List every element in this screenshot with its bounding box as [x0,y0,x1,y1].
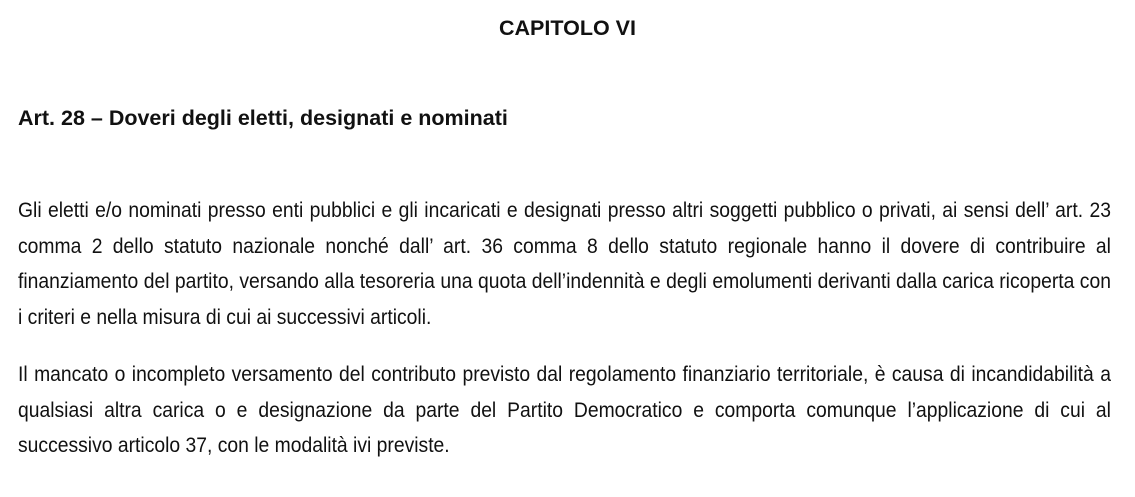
article-title: Art. 28 – Doveri degli eletti, designati e nominati [18,106,508,130]
paragraph-2: Il mancato o incompleto versamento del contributo previsto dal regolamento finanziario territoriale, è causa di incandidabilità a qualsiasi altra carica o e designazione da parte del Partito Democratico e comporta comunque l’applicazione di cui al successivo articolo 37, con le modalità ivi previste. [18,363,1111,457]
chapter-title: CAPITOLO VI [499,16,636,40]
paragraph-1: Gli eletti e/o nominati presso enti pubblici e gli incaricati e designati presso altri soggetti pubblico o privati, ai sensi dell’ art. 23 comma 2 dello statuto nazionale nonché dall’ art. 36 comma 8 dello statuto regionale hanno il dovere di contribuire al finanziamento del partito, versando alla tesoreria una quota dell’indennità e degli emolumenti derivanti dalla carica ricoperta con i criteri e nella misura di cui ai successivi articoli. [18,199,1111,329]
